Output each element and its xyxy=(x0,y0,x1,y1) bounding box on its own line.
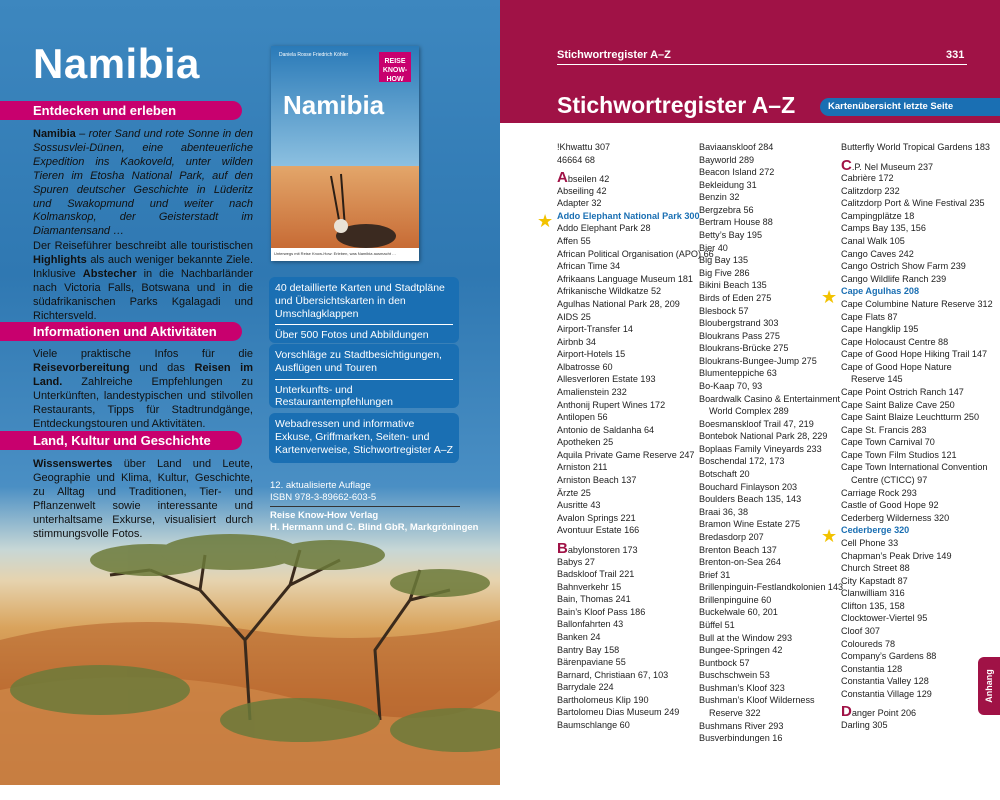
star-icon: ★ xyxy=(537,211,554,232)
index-entry: Cape Town International Convention xyxy=(841,462,988,473)
index-entry: Babylonstoren 173 xyxy=(557,539,638,557)
cover-footer: Unterwegs mit Reise Know-How: Erleben, was Namibia ausmacht … xyxy=(271,248,419,261)
index-entry: Danger Point 206 xyxy=(841,703,917,721)
index-entry: Bikini Beach 135 xyxy=(699,280,767,291)
info-paragraph xyxy=(33,348,253,431)
index-entry: Bungee-Springen 42 xyxy=(699,645,783,656)
index-entry: Bontebok National Park 28, 229 xyxy=(699,431,828,442)
index-entry: 46664 68 xyxy=(557,154,595,165)
feature-box-maps xyxy=(269,277,459,343)
index-entry: Aquila Private Game Reserve 247 xyxy=(557,449,695,460)
intro-bold: Namibia xyxy=(33,128,76,140)
index-entry: Darling 305 xyxy=(841,720,888,731)
index-entry: Cape of Good Hope Nature xyxy=(841,361,952,372)
index-entry: Bantry Bay 158 xyxy=(557,644,620,655)
index-entry: Cape Town Film Studios 121 xyxy=(841,449,957,460)
index-entry: African Political Organisation (APO) 66 xyxy=(557,248,714,259)
index-entry: Church Street 88 xyxy=(841,563,910,574)
index-entry: Bertram House 88 xyxy=(699,217,773,228)
feature-box-tours xyxy=(269,344,459,408)
feature-photos: Über 500 Fotos und Abbildungen xyxy=(275,329,429,342)
index-entry: Cape Saint Balize Cave 250 xyxy=(841,399,955,410)
index-entry: Arniston Beach 137 xyxy=(557,475,637,486)
index-entry: Canal Walk 105 xyxy=(841,236,905,247)
section-heading-land-kultur: Land, Kultur und Geschichte xyxy=(0,431,242,450)
p3-bold-reisen: Reisen im Land. xyxy=(33,361,254,388)
intro-paragraph xyxy=(33,128,253,239)
index-entry: Bushmans River 293 xyxy=(699,720,784,731)
index-entry: Brief 31 xyxy=(699,569,731,580)
index-entry: Blumenteppiche 63 xyxy=(699,368,777,379)
index-entry: Brillenpinguin-Festlandkolonien 143 xyxy=(699,582,844,593)
left-page xyxy=(0,0,500,785)
index-entry: Constantia Village 129 xyxy=(841,688,932,699)
map-overview-link[interactable]: Kartenübersicht letzte Seite xyxy=(820,98,1000,116)
index-entry: Cape Columbine Nature Reserve 312 xyxy=(841,298,993,309)
index-entry: Airbnb 34 xyxy=(557,336,596,347)
index-entry: Addo Elephant Park 28 xyxy=(557,223,651,234)
edition: 12. aktualisierte Auflage xyxy=(270,480,371,491)
index-column-1 xyxy=(557,141,714,732)
index-entry: Boulders Beach 135, 143 xyxy=(699,494,802,505)
index-entry: Baviaanskloof 284 xyxy=(699,142,774,152)
index-entry: City Kapstadt 87 xyxy=(841,575,908,586)
index-letter: A xyxy=(557,169,568,187)
index-entry: Cape Hangklip 195 xyxy=(841,324,919,335)
index-entry: Avalon Springs 221 xyxy=(557,512,636,523)
index-entry: Buckelwale 60, 201 xyxy=(699,607,778,618)
index-entry: Cape Holocaust Centre 88 xyxy=(841,336,949,347)
index-entry: Centre (CTICC) 97 xyxy=(851,475,928,486)
index-entry: Brenton-on-Sea 264 xyxy=(699,557,781,568)
index-entry: Boesmanskloof Trail 47, 219 xyxy=(699,418,814,429)
index-entry: Ausritte 43 xyxy=(557,500,601,511)
p4-bold-wissenswertes: Wissenswertes xyxy=(33,458,113,470)
index-entry: Addo Elephant National Park 300 xyxy=(557,210,700,221)
index-entry: Clanwilliam 316 xyxy=(841,588,905,599)
section-heading-informationen: Informationen und Aktivitäten xyxy=(0,322,242,341)
publisher-name: Reise Know-How Verlag xyxy=(270,510,379,521)
index-entry: Badskloof Trail 221 xyxy=(557,569,635,580)
index-entry: Calitzdorp 232 xyxy=(841,185,900,196)
index-entry: Bahnverkehr 15 xyxy=(557,581,622,592)
index-entry: Cape Flats 87 xyxy=(841,311,898,322)
index-entry: World Complex 289 xyxy=(709,406,789,417)
index-entry: Bartolomeu Dias Museum 249 xyxy=(557,707,680,718)
index-entry: Big Five 286 xyxy=(699,267,750,278)
index-entry: Brenton Beach 137 xyxy=(699,544,777,555)
index-entry: Cape of Good Hope Hiking Trail 147 xyxy=(841,349,988,360)
index-entry: Banken 24 xyxy=(557,631,601,642)
page-bottom-margin xyxy=(0,785,1000,800)
index-entry: Cell Phone 33 xyxy=(841,537,899,548)
index-entry: Afrikanische Wildkatze 52 xyxy=(557,286,662,297)
index-entry: Baumschlange 60 xyxy=(557,720,630,731)
index-entry: Blesbock 57 xyxy=(699,305,749,316)
index-entry: Babys 27 xyxy=(557,556,595,567)
index-entry: Antilopen 56 xyxy=(557,412,608,423)
index-entry: Cape St. Francis 283 xyxy=(841,424,927,435)
feature-tours: Vorschläge zu Stadtbesichtigungen, Ausflügen und Touren xyxy=(275,349,442,374)
index-entry: Bloukrans Pass 275 xyxy=(699,330,780,341)
index-column-2 xyxy=(699,141,843,745)
index-entry: Beacon Island 272 xyxy=(699,167,775,178)
index-entry: Braai 36, 38 xyxy=(699,506,749,517)
index-entry: Ärzte 25 xyxy=(557,487,591,498)
cover-authors: Daniela Rosse Friedrich Köhler xyxy=(279,52,349,58)
index-entry: Bergzebra 56 xyxy=(699,204,754,215)
index-entry: Bloubergstrand 303 xyxy=(699,318,779,329)
index-entry: Buntbock 57 xyxy=(699,657,750,668)
p2-text-a: Der Reiseführer beschreibt alle touristischen xyxy=(33,240,253,252)
index-entry: Amalienstein 232 xyxy=(557,386,627,397)
index-entry: Bartholomeus Klip 190 xyxy=(557,694,649,705)
index-entry: Clocktower-Viertel 95 xyxy=(841,613,928,624)
index-entry: Chapman’s Peak Drive 149 xyxy=(841,550,952,561)
index-entry: Camps Bay 135, 156 xyxy=(841,223,926,234)
index-entry: Bredasdorp 207 xyxy=(699,531,764,542)
feature-accommodation: Unterkunfts- und Restaurantempfehlungen xyxy=(275,383,393,409)
index-entry: Bekleidung 31 xyxy=(699,179,757,190)
index-entry: Albatrosse 60 xyxy=(557,361,613,372)
index-entry: Castle of Good Hope 92 xyxy=(841,500,939,511)
p3-text-c: und das xyxy=(139,361,185,374)
index-entry: Cape Agulhas 208 xyxy=(841,286,919,297)
index-entry: Campingplätze 18 xyxy=(841,210,915,221)
index-entry: Bloukrans-Bungee-Jump 275 xyxy=(699,355,817,366)
index-entry: Barrydale 224 xyxy=(557,682,614,693)
p3-text-a: Viele praktische Infos für die xyxy=(33,348,253,360)
index-entry: Big Bay 135 xyxy=(699,255,749,266)
index-entry: Company’s Gardens 88 xyxy=(841,651,937,662)
cover-publisher-logo: REISE KNOW-HOW xyxy=(379,52,411,82)
p3-bold-reisevorbereitung: Reisevorbereitung xyxy=(33,361,130,374)
index-entry: Reserve 322 xyxy=(709,708,761,719)
index-entry: Büffel 51 xyxy=(699,619,735,630)
index-entry: C.P. Nel Museum 237 xyxy=(841,156,934,174)
index-entry: Cape Town Carnival 70 xyxy=(841,437,935,448)
publisher-address: H. Hermann und C. Blind GbR, Markgröningen xyxy=(270,521,479,533)
index-entry: Reserve 145 xyxy=(851,374,903,385)
index-entry: Brillenpinguine 60 xyxy=(699,594,772,605)
index-entry: Botschaft 20 xyxy=(699,469,750,480)
index-column-3 xyxy=(841,141,993,732)
index-entry: Cango Ostrich Show Farm 239 xyxy=(841,261,966,272)
book-cover-image xyxy=(271,46,419,261)
index-entry: Adapter 32 xyxy=(557,198,602,209)
section-heading-entdecken: Entdecken und erleben xyxy=(0,101,242,120)
index-entry: Cederberge 320 xyxy=(841,525,910,536)
index-entry: Cloof 307 xyxy=(841,625,880,636)
appendix-tab[interactable] xyxy=(978,657,1000,715)
index-entry: Airport-Transfer 14 xyxy=(557,324,633,335)
star-icon: ★ xyxy=(821,525,838,546)
index-entry: Cango Caves 242 xyxy=(841,248,914,259)
book-title: Namibia xyxy=(33,40,200,87)
index-entry: Bramon Wine Estate 275 xyxy=(699,519,801,530)
index-entry: Bain’s Kloof Pass 186 xyxy=(557,606,646,617)
p2-text-e: in die Nachbarländer nach Victoria Falls, Botswana und in die südafrikanischen Parks Kgalagadi und Richtersveld. xyxy=(33,267,253,322)
feature-maps: 40 detaillierte Karten und Stadtpläne und Übersichtskarten in den Umschlagklappen xyxy=(275,282,445,320)
index-entry: Busverbindungen 16 xyxy=(699,733,783,744)
index-entry: Anthonij Rupert Wines 172 xyxy=(557,399,666,410)
index-entry: Cabrière 172 xyxy=(841,173,894,184)
cover-title: Namibia xyxy=(283,90,385,120)
index-entry: Buschschwein 53 xyxy=(699,670,770,681)
index-letter: D xyxy=(841,703,852,721)
index-entry: Antonio de Saldanha 64 xyxy=(557,424,655,435)
index-entry: Abseilen 42 xyxy=(557,169,610,187)
feature-box-web xyxy=(269,413,459,463)
highlights-paragraph xyxy=(33,240,253,323)
index-header xyxy=(500,0,1000,123)
index-entry: Agulhas National Park 28, 209 xyxy=(557,298,680,309)
index-entry: Abseiling 42 xyxy=(557,185,607,196)
index-letter: B xyxy=(557,539,568,557)
index-entry: Bushman’s Kloof 323 xyxy=(699,682,785,693)
index-entry: Bärenpaviane 55 xyxy=(557,657,626,668)
intro-italic: – roter Sand und rote Sonne in den Sossusvlei-Dünen, eine abenteuerliche Expedition ins Kaokoveld, unter wilden Tieren im Etosha National Park, auf den Spuren deutscher Geschichte in Lüderitz und Swakopmund und weiter nach Kolmanskop, der Geisterstadt im Diamantensand … xyxy=(33,128,253,238)
appendix-tab-label: Anhang xyxy=(984,669,994,703)
star-icon: ★ xyxy=(821,286,838,307)
index-entry: Airport-Hotels 15 xyxy=(557,349,626,360)
index-entry: Arniston 211 xyxy=(557,462,608,473)
index-entry: !Khwattu 307 xyxy=(557,142,611,152)
p3-text-e: Zahlreiche Empfehlungen zu Unterkünften, landestypischen und stilvollen Restaurants, Tipps für Stadtrundgänge, Entdeckungstouren und Aktivitäten. xyxy=(33,375,254,430)
page-number: 331 xyxy=(946,49,965,61)
index-entry: Bain, Thomas 241 xyxy=(557,594,631,605)
index-entry: Bouchard Finlayson 203 xyxy=(699,481,798,492)
index-entry: African Time 34 xyxy=(557,261,621,272)
index-entry: Constantia 128 xyxy=(841,663,903,674)
index-entry: Benzin 32 xyxy=(699,192,740,203)
index-entry: Carriage Rock 293 xyxy=(841,487,917,498)
index-entry: Cape Point Ostrich Ranch 147 xyxy=(841,386,964,397)
index-entry: Calitzdorp Port & Wine Festival 235 xyxy=(841,198,985,209)
index-entry: Cape Saint Blaize Leuchtturm 250 xyxy=(841,412,980,423)
index-entry: Butterfly World Tropical Gardens 183 xyxy=(841,142,990,152)
index-entry: Clifton 135, 158 xyxy=(841,600,905,611)
p4-text-b: über Land und Leute, Geographie und Klima, Kultur, Geschichte, zu Alltag und Traditionen, Tier- und Pflanzenwelt sowie interessante und unterhaltsame Exkurse, visualisiert durch stimmungsvolle Fotos. xyxy=(33,458,253,540)
index-entry: Bull at the Window 293 xyxy=(699,632,793,643)
p2-text-c: als auch weniger bekannte Ziele. Inklusive xyxy=(33,253,253,280)
index-entry: Boschendal 172, 173 xyxy=(699,456,785,467)
index-entry: Boardwalk Casino & Entertainment xyxy=(699,393,841,404)
index-entry: Constantia Valley 128 xyxy=(841,676,929,687)
index-entry: Bushman’s Kloof Wilderness xyxy=(699,695,815,706)
index-title: Stichwortregister A–Z xyxy=(557,92,796,118)
index-entry: AIDS 25 xyxy=(557,311,591,322)
index-entry: Bayworld 289 xyxy=(699,154,755,165)
index-entry: Coloureds 78 xyxy=(841,638,896,649)
p2-bold-abstecher: Abstecher xyxy=(82,267,137,280)
right-page xyxy=(500,0,1000,785)
index-entry: Apotheken 25 xyxy=(557,437,614,448)
feature-web: Webadressen und informative Exkuse, Griffmarken, Seiten- und Kartenverweise, Stichwortregister A–Z xyxy=(275,418,453,456)
index-entry: Barnard, Christiaan 67, 103 xyxy=(557,669,669,680)
index-entry: Avontuur Estate 166 xyxy=(557,525,640,536)
index-entry: Birds of Eden 275 xyxy=(699,292,772,303)
index-entry: Afrikaans Language Museum 181 xyxy=(557,273,693,284)
publication-info xyxy=(270,480,478,533)
index-entry: Ballonfahrten 43 xyxy=(557,619,624,630)
culture-paragraph xyxy=(33,458,253,541)
index-letter: C xyxy=(841,156,852,174)
index-entry: Boplaas Family Vineyards 233 xyxy=(699,443,822,454)
index-entry: Affen 55 xyxy=(557,236,591,247)
index-entry: Betty’s Bay 195 xyxy=(699,230,763,241)
index-entry: Bo-Kaap 70, 93 xyxy=(699,380,763,391)
index-entry: Bier 40 xyxy=(699,242,728,253)
isbn: ISBN 978-3-89662-603-5 xyxy=(270,491,377,503)
index-entry: Cango Wildlife Ranch 239 xyxy=(841,273,947,284)
index-entry: Allesverloren Estate 193 xyxy=(557,374,656,385)
index-entry: Cederberg Wilderness 320 xyxy=(841,512,950,523)
index-entry: Bloukrans-Brücke 275 xyxy=(699,343,789,354)
running-header: Stichwortregister A–Z xyxy=(557,49,671,61)
p2-bold-highlights: Highlights xyxy=(33,253,87,266)
